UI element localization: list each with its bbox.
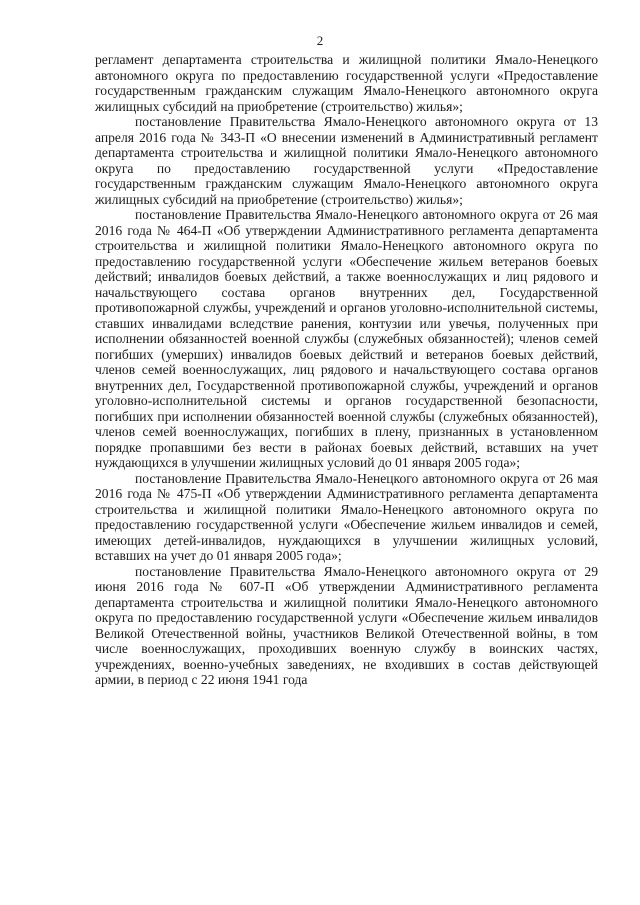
page-number: 2 — [316, 33, 324, 48]
document-body — [95, 52, 598, 688]
paragraph-resolution-475: постановление Правительства Ямало-Ненецкого автономного округа от 26 мая 2016 года № 475-П «Об утверждении Административного регламента департамента строительства и жилищной политики Ямало-Ненецкого автономного округа по предоставлению государственной услуги «Обеспечение жильем инвалидов и семей, имеющих детей-инвалидов, нуждающихся в улучшении жилищных условий, вставших на учет до 01 января 2005 года»; — [95, 470, 598, 563]
paragraph-resolution-607: постановление Правительства Ямало-Ненецкого автономного округа от 29 июня 2016 года № 607-П «Об утверждении Административного регламента департамента строительства и жилищной политики Ямало-Ненецкого автономного округа по предоставлению государственной услуги «Обеспечение жильем инвалидов Великой Отечественной войны, участников Великой Отечественной войны, в том числе военнослужащих, проходивших военную службу в воинских частях, учреждениях, военно-учебных заведениях, не входивших в состав действующей армии, в период с 22 июня 1941 года — [95, 563, 598, 687]
paragraph-continuation: регламент департамента строительства и жилищной политики Ямало-Ненецкого автономного округа по предоставлению государственной услуги «Предоставление государственным гражданским служащим Ямало-Ненецкого автономного округа жилищных субсидий на приобретение (строительство) жилья»; — [95, 52, 598, 114]
paragraph-resolution-464: постановление Правительства Ямало-Ненецкого автономного округа от 26 мая 2016 года № 464-П «Об утверждении Административного регламента департамента строительства и жилищной политики Ямало-Ненецкого автономного округа по предоставлению государственной услуги «Обеспечение жильем ветеранов боевых действий; инвалидов боевых действий, а также военнослужащих и лиц рядового и начальствующего состава органов внутренних дел, Государственной противопожарной службы, учреждений и органов уголовно-исполнительной системы, ставших инвалидами вследствие ранения, контузии или увечья, полученных при исполнении обязанностей военной службы (служебных обязанностей); членов семей погибших (умерших) инвалидов боевых действий и ветеранов боевых действий, членов семей военнослужащих, лиц рядового и начальствующего состава органов внутренних дел, Государственной противопожарной службы, учреждений и органов уголовно-исполнительной системы и органов государственной безопасности, погибших при исполнении обязанностей военной службы (служебных обязанностей), членов семей военнослужащих, погибших в плену, признанных в установленном порядке пропавшими без вести в районах боевых действий, вставших на учет нуждающихся в улучшении жилищных условий до 01 января 2005 года»; — [95, 207, 598, 470]
paragraph-resolution-343: постановление Правительства Ямало-Ненецкого автономного округа от 13 апреля 2016 года № 343-П «О внесении изменений в Административный регламент департамента строительства и жилищной политики Ямало-Ненецкого автономного округа по предоставлению государственной услуги «Предоставление государственным гражданским служащим Ямало-Ненецкого автономного округа жилищных субсидий на приобретение (строительство) жилья»; — [95, 114, 598, 207]
